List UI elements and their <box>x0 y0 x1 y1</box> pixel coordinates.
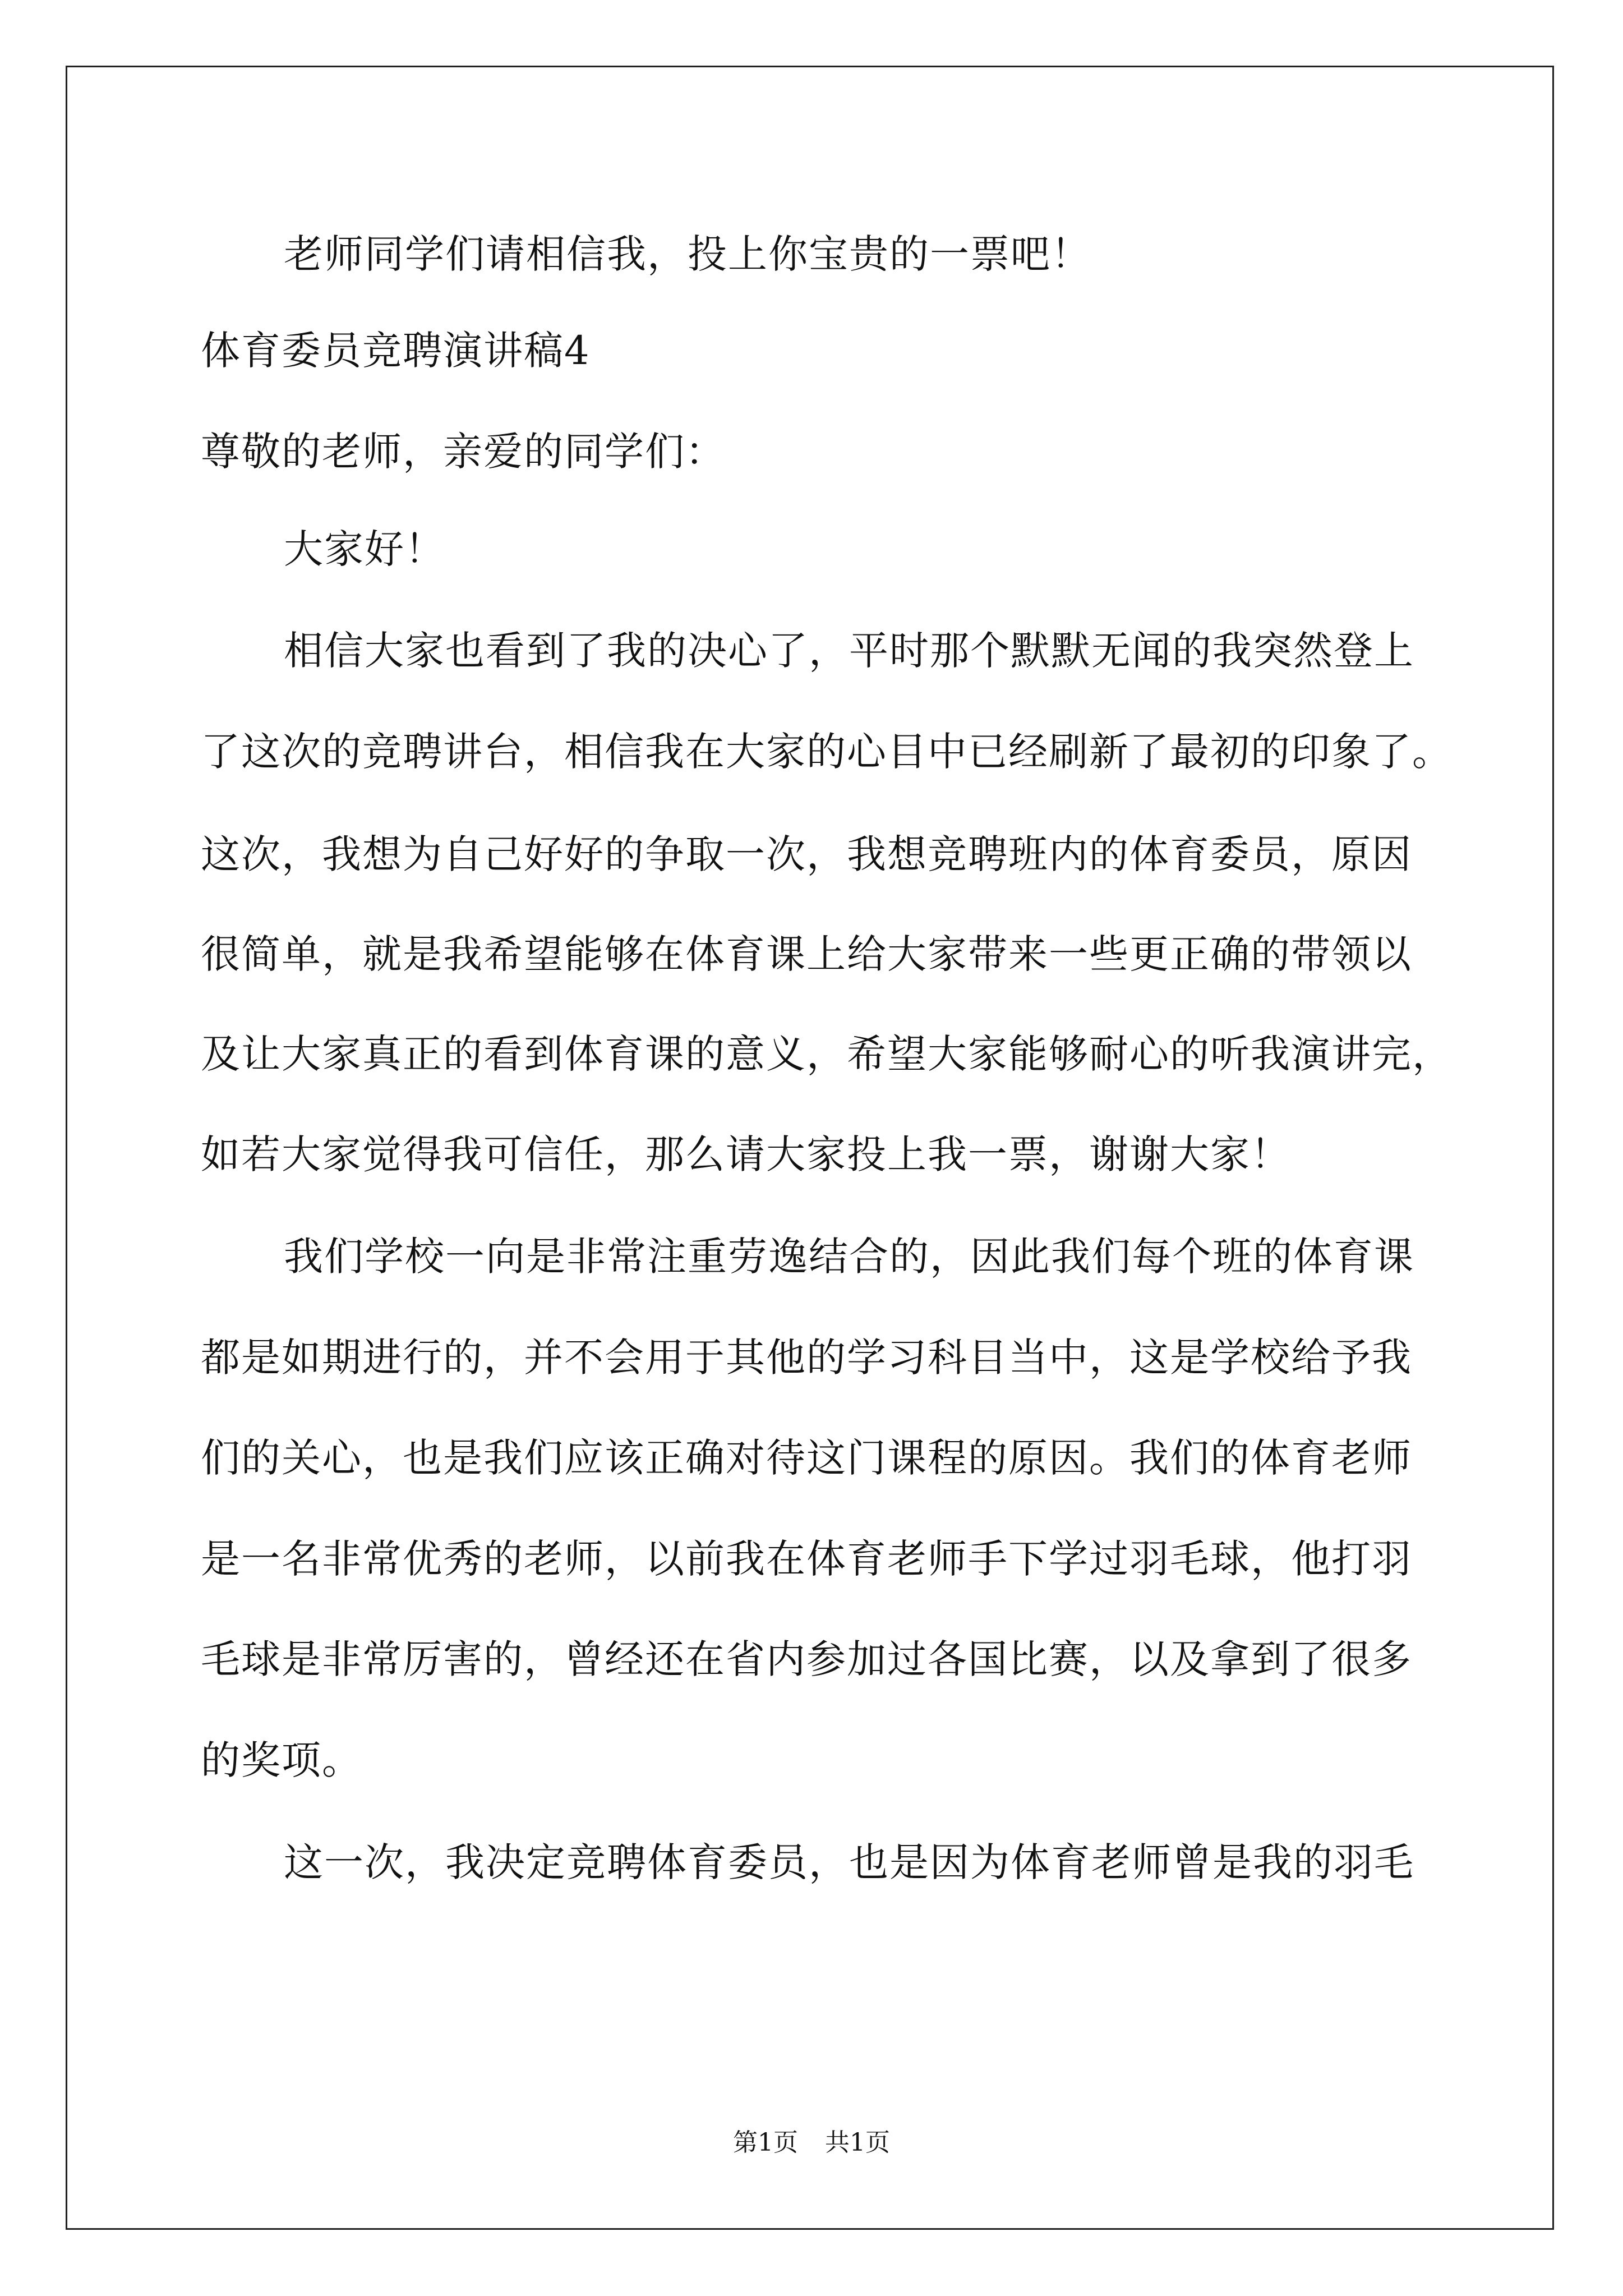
paragraph-line: 很简单，就是我希望能够在体育课上给大家带来一些更正确的带领以 <box>201 931 1412 977</box>
paragraph-line: 都是如期进行的，并不会用于其他的学习科目当中，这是学校给予我 <box>201 1335 1412 1381</box>
page-footer <box>0 2126 1623 2160</box>
paragraph-line: 我们学校一向是非常注重劳逸结合的，因此我们每个班的体育课 <box>284 1234 1414 1280</box>
paragraph-line: 这次，我想为自己好好的争取一次，我想竞聘班内的体育委员，原因 <box>201 831 1412 877</box>
paragraph-line: 如若大家觉得我可信任，那么请大家投上我一票，谢谢大家！ <box>201 1131 1291 1177</box>
paragraph-line: 及让大家真正的看到体育课的意义，希望大家能够耐心的听我演讲完， <box>201 1031 1453 1077</box>
page-number-total: 共1页 <box>825 2128 890 2157</box>
section-heading: 体育委员竞聘演讲稿4 <box>201 328 591 374</box>
paragraph-line: 是一名非常优秀的老师，以前我在体育老师手下学过羽毛球，他打羽 <box>201 1536 1412 1582</box>
paragraph-line: 们的关心，也是我们应该正确对待这门课程的原因。我们的体育老师 <box>201 1435 1412 1481</box>
paragraph-line: 的奖项。 <box>201 1737 362 1783</box>
paragraph-line: 毛球是非常厉害的，曾经还在省内参加过各国比赛，以及拿到了很多 <box>201 1636 1412 1682</box>
page-number-current: 第1页 <box>733 2128 798 2157</box>
paragraph-line: 这一次，我决定竞聘体育委员，也是因为体育老师曾是我的羽毛 <box>284 1839 1414 1885</box>
paragraph-line: 相信大家也看到了我的决心了，平时那个默默无闻的我突然登上 <box>284 628 1414 674</box>
greeting: 大家好！ <box>284 526 445 572</box>
paragraph-line-closing: 老师同学们请相信我，投上你宝贵的一票吧！ <box>284 231 1091 277</box>
salutation: 尊敬的老师，亲爱的同学们： <box>201 429 726 475</box>
paragraph-line: 了这次的竞聘讲台，相信我在大家的心目中已经刷新了最初的印象了。 <box>201 729 1453 775</box>
